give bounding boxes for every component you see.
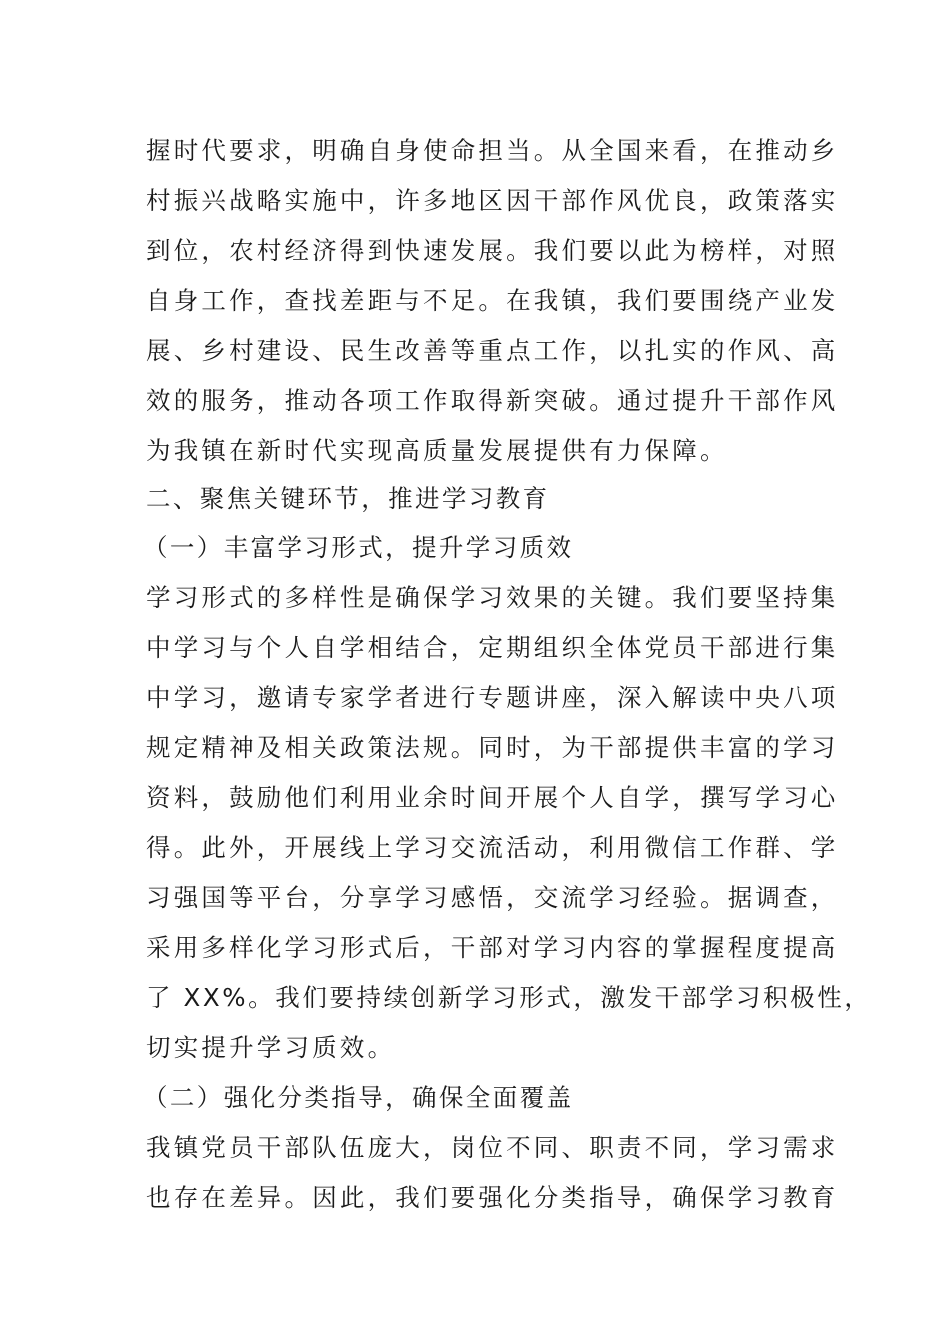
paragraph-line: 中学习，邀请专家学者进行专题讲座，深入解读中央八项 — [146, 683, 839, 712]
paragraph-line: 中学习与个人自学相结合，定期组织全体党员干部进行集 — [146, 633, 839, 662]
subsection-heading: （二）强化分类指导，确保全面覆盖 — [143, 1083, 574, 1112]
paragraph-line: 握时代要求，明确自身使命担当。从全国来看，在推动乡 — [146, 136, 839, 165]
section-heading: 二、聚焦关键环节，推进学习教育 — [146, 484, 550, 513]
paragraph-line: 也存在差异。因此，我们要强化分类指导，确保学习教育 — [146, 1183, 839, 1212]
paragraph-line: 规定精神及相关政策法规。同时，为干部提供丰富的学习 — [146, 733, 839, 762]
paragraph-line: 习强国等平台，分享学习感悟，交流学习经验。据调查， — [146, 883, 839, 912]
paragraph-line: 学习形式的多样性是确保学习效果的关键。我们要坚持集 — [146, 583, 839, 612]
paragraph-line: 我镇党员干部队伍庞大，岗位不同、职责不同，学习需求 — [146, 1133, 839, 1162]
paragraph-line: 切实提升学习质效。 — [146, 1033, 396, 1062]
paragraph-line: 资料，鼓励他们利用业余时间开展个人自学，撰写学习心 — [146, 783, 839, 812]
paragraph-line: 村振兴战略实施中，许多地区因干部作风优良，政策落实 — [146, 186, 839, 215]
paragraph-line: 采用多样化学习形式后，干部对学习内容的掌握程度提高 — [146, 933, 839, 962]
paragraph-line: 效的服务，推动各项工作取得新突破。通过提升干部作风 — [146, 386, 839, 415]
paragraph-line: 自身工作，查找差距与不足。在我镇，我们要围绕产业发 — [146, 286, 839, 315]
paragraph-line: 展、乡村建设、民生改善等重点工作，以扎实的作风、高 — [146, 336, 839, 365]
paragraph-line: 得。此外，开展线上学习交流活动，利用微信工作群、学 — [146, 833, 839, 862]
subsection-heading: （一）丰富学习形式，提升学习质效 — [143, 533, 574, 562]
paragraph-line: 到位，农村经济得到快速发展。我们要以此为榜样，对照 — [146, 236, 839, 265]
paragraph-line: 了 XX%。我们要持续创新学习形式，激发干部学习积极性， — [146, 983, 872, 1012]
paragraph-line: 为我镇在新时代实现高质量发展提供有力保障。 — [146, 436, 728, 465]
